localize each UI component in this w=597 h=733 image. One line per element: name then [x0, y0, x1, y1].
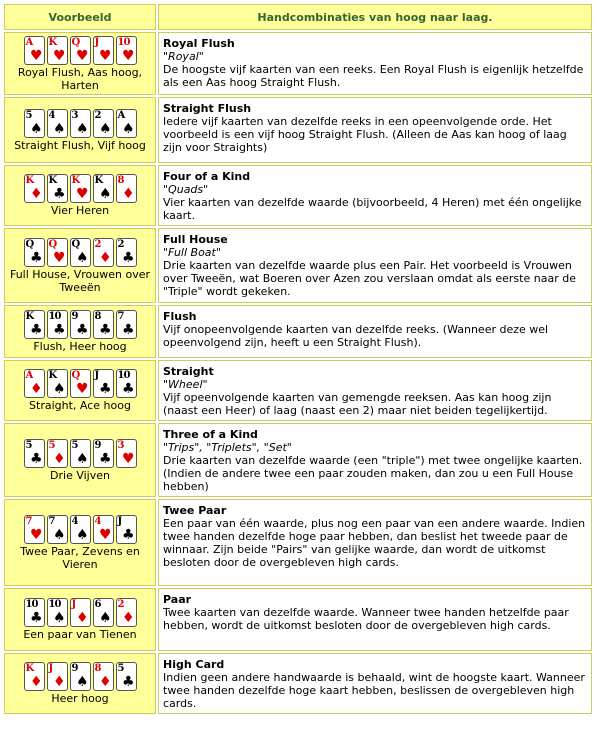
- card-rank: 9: [71, 663, 78, 674]
- description-cell: [158, 360, 592, 421]
- card-suit-icon: ♥: [29, 47, 43, 64]
- card-suit-icon: ♣: [121, 526, 135, 543]
- card-suit-icon: ♠: [75, 120, 89, 137]
- playing-card: [70, 36, 91, 65]
- playing-card: [70, 174, 91, 203]
- hand-title: Royal Flush: [163, 37, 235, 50]
- card-group: [5, 598, 155, 627]
- card-suit-icon: ♦: [75, 610, 89, 626]
- description-cell: [158, 165, 592, 226]
- playing-card: [24, 662, 45, 691]
- hand-title: Straight: [163, 365, 214, 378]
- playing-card: [47, 310, 68, 339]
- example-caption: Flush, Heer hoog: [33, 340, 127, 353]
- description-cell: [158, 588, 592, 651]
- card-rank: J: [94, 36, 99, 48]
- example-cell: [4, 165, 156, 226]
- hand-row: [4, 228, 592, 303]
- card-rank: 6: [94, 599, 101, 610]
- card-suit-icon: ♦: [52, 674, 66, 690]
- playing-card: [93, 662, 114, 691]
- card-suit-icon: ♠: [75, 249, 89, 266]
- card-suit-icon: ♠: [75, 450, 89, 467]
- card-group: [5, 662, 155, 691]
- description-cell: [158, 305, 592, 358]
- hand-title: Paar: [163, 593, 192, 606]
- card-suit-icon: ♦: [29, 674, 43, 690]
- description-cell: [158, 653, 592, 714]
- hand-title: Full House: [163, 233, 228, 246]
- card-rank: 5: [25, 439, 32, 451]
- card-group: [5, 238, 155, 267]
- card-rank: Q: [71, 36, 80, 48]
- playing-card: [70, 310, 91, 339]
- playing-card: [24, 36, 45, 65]
- card-suit-icon: ♥: [98, 526, 112, 543]
- card-rank: 8: [94, 311, 101, 322]
- hand-row: [4, 165, 592, 226]
- playing-card: [70, 238, 91, 267]
- card-suit-icon: ♥: [75, 186, 89, 202]
- card-suit-icon: ♠: [75, 526, 89, 543]
- example-cell: [4, 423, 156, 497]
- playing-card: [93, 439, 114, 468]
- card-rank: Q: [71, 370, 80, 381]
- playing-card: [70, 662, 91, 691]
- hand-description: De hoogste vijf kaarten van een reeks. Een Royal Flush is eigenlijk hetzelfde als een Aas hoog Straight Flush.: [163, 63, 584, 89]
- card-rank: K: [48, 370, 57, 381]
- card-suit-icon: ♣: [52, 322, 66, 338]
- playing-card: [116, 439, 137, 468]
- hand-title: Flush: [163, 310, 197, 323]
- playing-card: [47, 238, 68, 267]
- card-suit-icon: ♣: [121, 249, 135, 266]
- card-suit-icon: ♠: [52, 381, 66, 397]
- playing-card: [70, 109, 91, 138]
- description-cell: [158, 499, 592, 586]
- card-group: [5, 369, 155, 398]
- playing-card: [24, 238, 45, 267]
- playing-card: [24, 439, 45, 468]
- card-rank: 5: [48, 439, 55, 451]
- hand-description: Drie kaarten van dezelfde waarde (een "triple") met twee ongelijke kaarten. (Indien de andere twee een paar zouden maken, dan zou u een Full House hebben): [163, 454, 583, 493]
- card-rank: 2: [94, 109, 101, 121]
- hand-row: [4, 499, 592, 586]
- card-suit-icon: ♦: [52, 450, 66, 467]
- card-rank: K: [25, 663, 34, 674]
- hand-row: [4, 588, 592, 651]
- example-caption: Royal Flush, Aas hoog, Harten: [17, 65, 143, 92]
- card-rank: 7: [25, 515, 32, 527]
- card-rank: K: [94, 175, 103, 186]
- hand-alias: "Quads": [163, 183, 209, 196]
- playing-card: [116, 662, 137, 691]
- hand-description: Vijf onopeenvolgende kaarten van dezelfde reeks. (Wanneer deze wel opeenvolgend zijn, heeft u een Straight Flush).: [163, 323, 549, 349]
- card-suit-icon: ♦: [121, 610, 135, 626]
- hand-rankings-table: [2, 2, 594, 716]
- card-rank: K: [48, 36, 57, 48]
- card-suit-icon: ♠: [121, 120, 135, 137]
- playing-card: [24, 598, 45, 627]
- example-caption: Full House, Vrouwen over Tweeën: [9, 267, 151, 294]
- card-group: [5, 310, 155, 339]
- card-rank: J: [48, 663, 53, 674]
- example-cell: [4, 97, 156, 163]
- hand-title: Four of a Kind: [163, 170, 251, 183]
- hand-row: [4, 32, 592, 95]
- card-suit-icon: ♣: [75, 322, 89, 338]
- card-rank: 9: [71, 311, 78, 322]
- playing-card: [116, 515, 137, 544]
- header-row: [4, 4, 592, 30]
- hand-row: [4, 423, 592, 497]
- card-suit-icon: ♣: [98, 381, 112, 397]
- card-rank: 10: [48, 311, 61, 322]
- hand-alias: "Full Boat": [163, 246, 221, 259]
- hand-alias: "Royal": [163, 50, 204, 63]
- card-suit-icon: ♠: [98, 610, 112, 626]
- card-rank: A: [25, 36, 33, 48]
- card-suit-icon: ♥: [52, 249, 66, 266]
- playing-card: [116, 598, 137, 627]
- hand-description: Drie kaarten van dezelfde waarde plus een Pair. Het voorbeeld is Vrouwen over Tweeën, wat Boeren over Azen zou verslaan omdat als eerste naar de "Triple" wordt gekeken.: [163, 259, 576, 298]
- card-rank: 8: [94, 663, 101, 674]
- hand-row: [4, 653, 592, 714]
- hand-title: Twee Paar: [163, 504, 227, 517]
- card-rank: Q: [25, 238, 34, 250]
- hand-description: Vijf opeenvolgende kaarten van gemengde reeksen. Aas kan hoog zijn (naast een Heer) of laag (naast een 2) maar niet beiden tegelijkertijd.: [163, 391, 552, 417]
- playing-card: [47, 515, 68, 544]
- playing-card: [47, 598, 68, 627]
- card-rank: 4: [94, 515, 101, 527]
- hand-title: High Card: [163, 658, 225, 671]
- card-suit-icon: ♣: [121, 674, 135, 690]
- hand-description: Twee kaarten van dezelfde waarde. Wanneer twee handen hetzelfde paar hebben, wordt de uitkomst besloten door de overgebleven high cards.: [163, 606, 569, 632]
- playing-card: [93, 109, 114, 138]
- card-suit-icon: ♣: [52, 186, 66, 202]
- card-rank: 2: [117, 599, 124, 610]
- playing-card: [70, 515, 91, 544]
- playing-card: [93, 238, 114, 267]
- card-rank: 8: [117, 175, 124, 186]
- card-suit-icon: ♠: [98, 120, 112, 137]
- hand-title: Straight Flush: [163, 102, 252, 115]
- example-caption: Een paar van Tienen: [23, 628, 137, 641]
- playing-card: [93, 310, 114, 339]
- card-suit-icon: ♣: [98, 450, 112, 467]
- card-suit-icon: ♣: [121, 322, 135, 338]
- card-rank: 7: [48, 515, 55, 527]
- card-suit-icon: ♠: [52, 526, 66, 543]
- header-example: Voorbeeld: [4, 4, 156, 30]
- card-suit-icon: ♣: [29, 610, 43, 626]
- playing-card: [93, 515, 114, 544]
- card-suit-icon: ♠: [75, 674, 89, 690]
- hand-description: Indien geen andere handwaarde is behaald, wint de hoogste kaart. Wanneer twee handen dezelfde hoge kaart hebben, beslissen de overgebleven high cards.: [163, 671, 585, 710]
- playing-card: [93, 369, 114, 398]
- playing-card: [116, 369, 137, 398]
- card-rank: 4: [71, 515, 78, 527]
- card-suit-icon: ♥: [52, 47, 66, 64]
- hand-description: Iedere vijf kaarten van dezelfde reeks in een opeenvolgende orde. Het voorbeeld is een vijf hoog Straight Flush. (Alleen de Aas kan hoog of laag zijn voor Straights): [163, 115, 567, 154]
- card-suit-icon: ♦: [29, 186, 43, 202]
- playing-card: [47, 439, 68, 468]
- card-rank: 2: [117, 238, 124, 250]
- description-cell: [158, 97, 592, 163]
- playing-card: [47, 36, 68, 65]
- card-rank: K: [25, 311, 34, 322]
- playing-card: [24, 310, 45, 339]
- card-suit-icon: ♠: [52, 120, 66, 137]
- playing-card: [47, 369, 68, 398]
- card-rank: 10: [117, 370, 130, 381]
- playing-card: [47, 174, 68, 203]
- card-suit-icon: ♣: [29, 322, 43, 338]
- card-rank: 3: [71, 109, 78, 121]
- card-rank: 2: [94, 238, 101, 250]
- card-rank: 7: [117, 311, 124, 322]
- card-suit-icon: ♦: [121, 186, 135, 202]
- description-cell: [158, 228, 592, 303]
- card-suit-icon: ♠: [98, 186, 112, 202]
- playing-card: [116, 238, 137, 267]
- example-cell: [4, 653, 156, 714]
- card-rank: 10: [117, 36, 130, 48]
- card-suit-icon: ♥: [121, 450, 135, 467]
- hand-row: [4, 360, 592, 421]
- hand-description: Een paar van één waarde, plus nog een paar van een andere waarde. Indien twee handen dezelfde hoge paar hebben, dan beslist het tweede paar de winnaar. Zijn beide "Pairs" van gelijke waarde, dan wordt de uitkomst besloten door de overgebleven high cards.: [163, 517, 586, 569]
- card-group: [5, 439, 155, 468]
- description-cell: [158, 423, 592, 497]
- card-rank: J: [94, 370, 99, 381]
- card-rank: A: [25, 370, 33, 381]
- card-rank: 4: [48, 109, 55, 121]
- card-rank: Q: [71, 238, 80, 250]
- card-group: [5, 109, 155, 138]
- card-rank: K: [25, 175, 34, 186]
- example-caption: Vier Heren: [50, 204, 110, 217]
- card-rank: 10: [25, 599, 38, 610]
- card-rank: 5: [117, 663, 124, 674]
- description-cell: [158, 32, 592, 95]
- hand-row: [4, 305, 592, 358]
- card-suit-icon: ♥: [75, 381, 89, 397]
- playing-card: [24, 515, 45, 544]
- card-rank: A: [117, 109, 125, 121]
- card-suit-icon: ♥: [98, 47, 112, 64]
- playing-card: [47, 662, 68, 691]
- example-cell: [4, 360, 156, 421]
- playing-card: [24, 174, 45, 203]
- card-rank: 3: [117, 439, 124, 451]
- playing-card: [24, 109, 45, 138]
- card-suit-icon: ♦: [98, 674, 112, 690]
- card-suit-icon: ♦: [29, 381, 43, 397]
- card-suit-icon: ♣: [121, 381, 135, 397]
- example-cell: [4, 228, 156, 303]
- hand-description: Vier kaarten van dezelfde waarde (bijvoorbeeld, 4 Heren) met één ongelijke kaart.: [163, 196, 582, 222]
- playing-card: [24, 369, 45, 398]
- card-suit-icon: ♥: [29, 526, 43, 543]
- card-suit-icon: ♥: [121, 47, 135, 64]
- playing-card: [70, 598, 91, 627]
- card-rank: J: [117, 515, 122, 527]
- card-suit-icon: ♠: [52, 610, 66, 626]
- playing-card: [70, 369, 91, 398]
- playing-card: [93, 36, 114, 65]
- card-group: [5, 515, 155, 544]
- card-rank: 5: [25, 109, 32, 121]
- example-cell: [4, 32, 156, 95]
- card-rank: K: [71, 175, 80, 186]
- example-cell: [4, 588, 156, 651]
- card-rank: 10: [48, 599, 61, 610]
- playing-card: [93, 598, 114, 627]
- card-suit-icon: ♣: [98, 322, 112, 338]
- card-suit-icon: ♠: [29, 120, 43, 137]
- card-suit-icon: ♣: [29, 249, 43, 266]
- hand-title: Three of a Kind: [163, 428, 258, 441]
- hand-row: [4, 97, 592, 163]
- card-rank: 5: [71, 439, 78, 451]
- example-caption: Drie Vijven: [50, 468, 110, 482]
- card-rank: J: [71, 599, 76, 610]
- example-cell: [4, 499, 156, 586]
- card-suit-icon: ♦: [98, 249, 112, 266]
- playing-card: [47, 109, 68, 138]
- card-group: [5, 36, 155, 65]
- example-caption: Heer hoog: [51, 692, 109, 705]
- card-suit-icon: ♣: [29, 450, 43, 467]
- example-caption: Straight, Ace hoog: [29, 399, 131, 412]
- card-rank: K: [48, 175, 57, 186]
- example-cell: [4, 305, 156, 358]
- playing-card: [116, 174, 137, 203]
- header-combinations: Handcombinaties van hoog naar laag.: [158, 4, 592, 30]
- hand-alias: "Wheel": [163, 378, 208, 391]
- card-suit-icon: ♥: [75, 47, 89, 64]
- playing-card: [116, 109, 137, 138]
- card-rank: 9: [94, 439, 101, 451]
- playing-card: [70, 439, 91, 468]
- hand-alias: "Trips", "Triplets", "Set": [163, 441, 292, 454]
- card-group: [5, 174, 155, 203]
- example-caption: Straight Flush, Vijf hoog: [14, 138, 146, 152]
- playing-card: [116, 36, 137, 65]
- playing-card: [93, 174, 114, 203]
- playing-card: [116, 310, 137, 339]
- card-rank: Q: [48, 238, 57, 250]
- example-caption: Twee Paar, Zevens en Vieren: [20, 544, 140, 571]
